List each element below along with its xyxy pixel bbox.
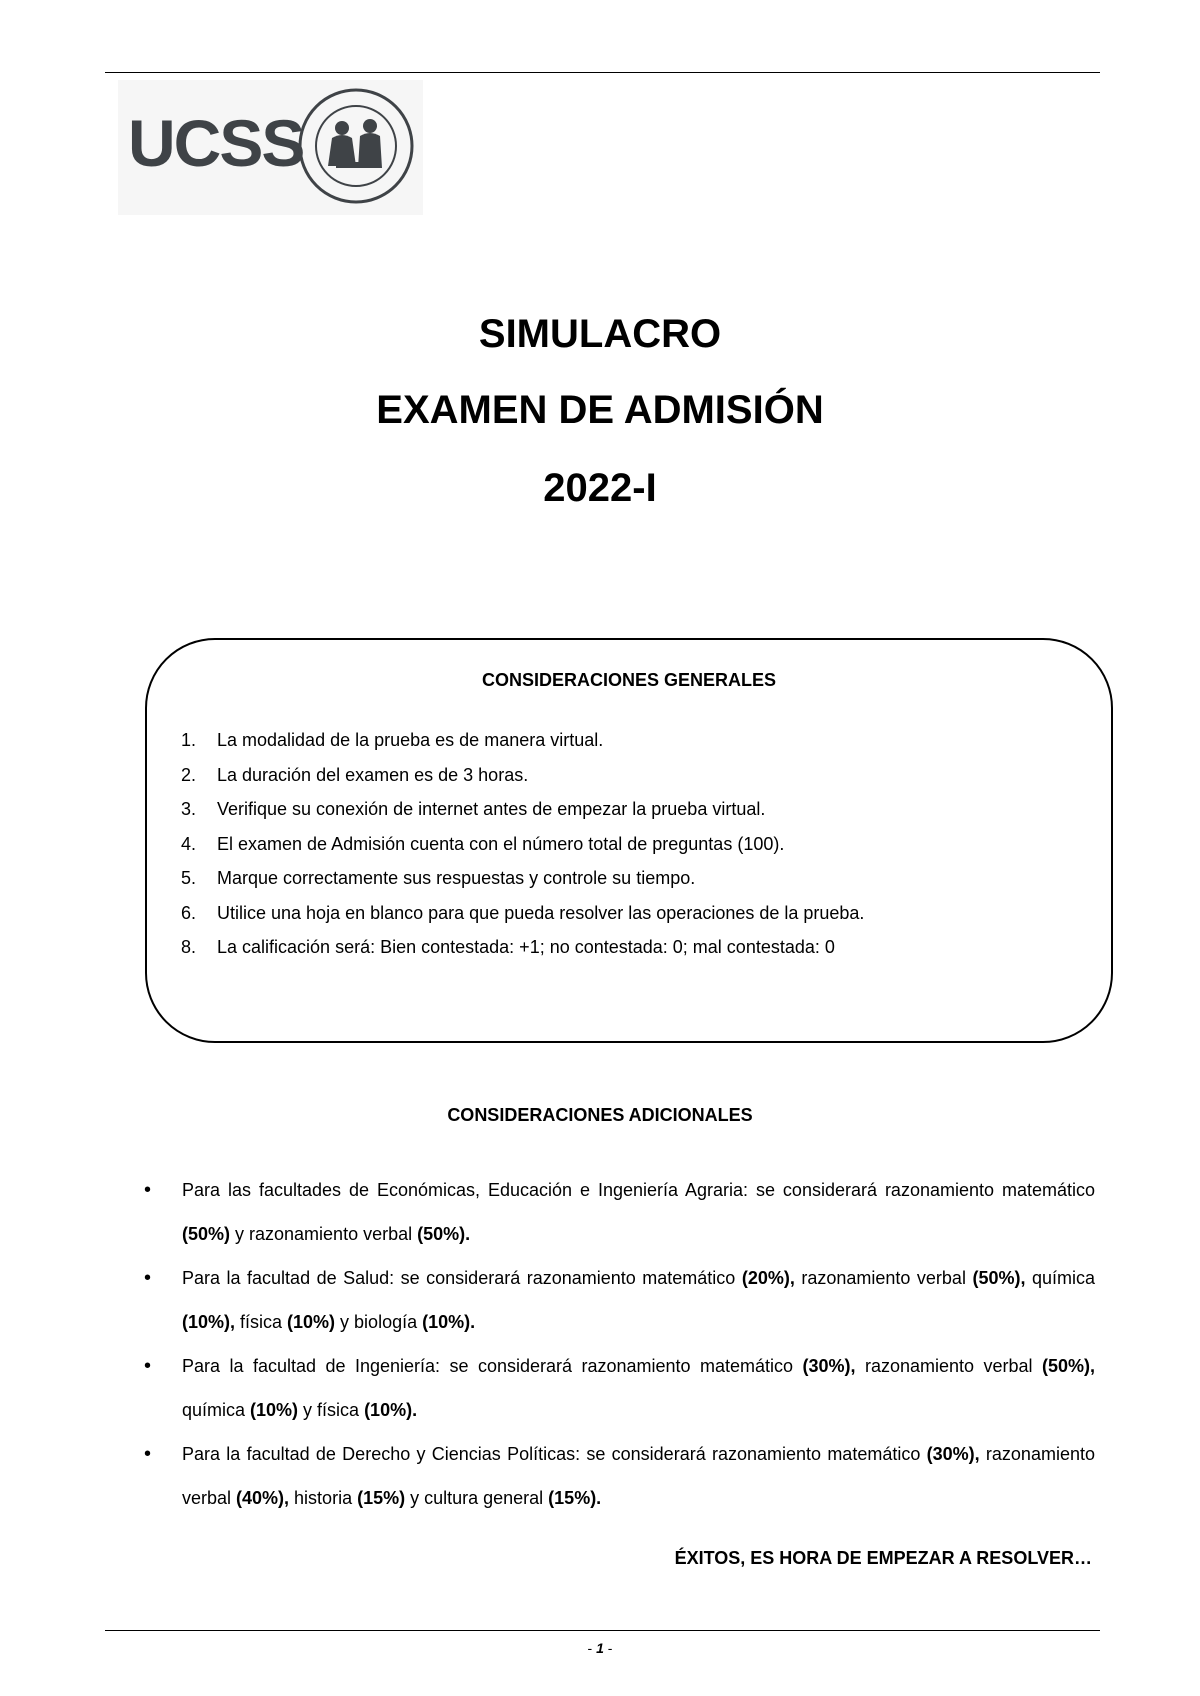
list-item: 3. Verifique su conexión de internet antes de empezar la prueba virtual. (181, 799, 766, 819)
title-simulacro: SIMULACRO (478, 312, 722, 356)
additional-heading: CONSIDERACIONES ADICIONALES (447, 1105, 753, 1125)
university-logo (118, 80, 423, 215)
list-item: 4. El examen de Admisión cuenta con el número total de preguntas (100). (181, 833, 785, 854)
bottom-rule (105, 1630, 1100, 1631)
list-item: • Para la facultad de Ingeniería: se considerará razonamiento matemático (30%), razonamiento verbal (50%), química (10%) y física (10%). (140, 1344, 1095, 1432)
bullet-icon: • (144, 1179, 152, 1201)
title-exam: EXAMEN DE ADMISIÓN (376, 388, 824, 432)
bullet-icon: • (144, 1443, 152, 1465)
additional-list (140, 1168, 1095, 1520)
list-item: • Para la facultad de Salud: se considerará razonamiento matemático (20%), razonamiento verbal (50%), química (10%), física (10%) y biología (10%). (140, 1256, 1095, 1344)
top-rule (105, 72, 1100, 73)
list-item: 5. Marque correctamente sus respuestas y controle su tiempo. (181, 868, 696, 888)
title-period: 2022-I (543, 466, 657, 510)
university-seal-icon (296, 86, 416, 206)
list-item: 1. La modalidad de la prueba es de manera virtual. (181, 730, 604, 750)
list-item: 8. La calificación será: Bien contestada: +1; no contestada: 0; mal contestada: 0 (181, 937, 835, 957)
general-heading: CONSIDERACIONES GENERALES (481, 670, 777, 690)
closing-message: ÉXITOS, ES HORA DE EMPEZAR A RESOLVER… (674, 1548, 1092, 1568)
bullet-icon: • (144, 1355, 152, 1377)
page-number: - 1 - (587, 1640, 613, 1656)
list-item: 6. Utilice una hoja en blanco para que pueda resolver las operaciones de la prueba. (181, 902, 865, 923)
list-item: • Para las facultades de Económicas, Educación e Ingeniería Agraria: se considerará razonamiento matemático (50%) y razonamiento verbal (50%). (140, 1168, 1095, 1256)
list-item: 2. La duración del examen es de 3 horas. (181, 764, 529, 785)
logo-wordmark: UCSS (128, 106, 304, 180)
general-list (181, 728, 864, 970)
list-item: • Para la facultad de Derecho y Ciencias Políticas: se considerará razonamiento matemático (30%), razonamiento verbal (40%), historia (15%) y cultura general (15%). (140, 1432, 1095, 1520)
bullet-icon: • (144, 1267, 152, 1289)
general-considerations-box (145, 638, 1113, 1043)
